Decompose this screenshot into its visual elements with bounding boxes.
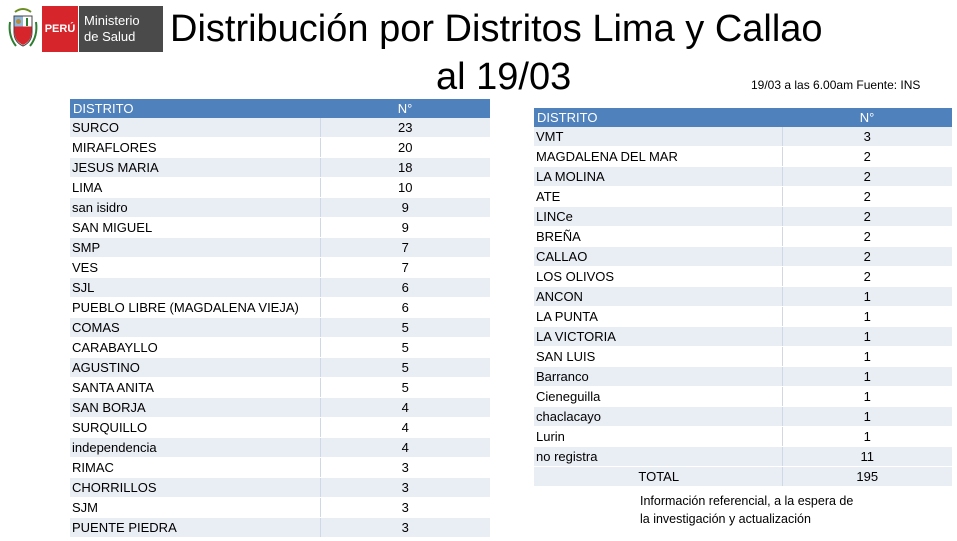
table-row — [534, 307, 952, 327]
district-name: CALLAO — [534, 247, 782, 267]
table-row — [70, 518, 490, 538]
case-count: 4 — [320, 398, 490, 418]
peru-coat-of-arms-icon — [6, 6, 40, 52]
reference-note-line2: la investigación y actualización — [640, 512, 811, 526]
case-count: 1 — [782, 367, 952, 387]
table-row — [70, 138, 490, 158]
table-row — [70, 318, 490, 338]
table-row — [70, 298, 490, 318]
table-row — [70, 478, 490, 498]
case-count: 4 — [320, 418, 490, 438]
district-name: LA MOLINA — [534, 167, 782, 187]
district-name: CARABAYLLO — [70, 338, 320, 358]
case-count: 11 — [782, 447, 952, 467]
case-count: 3 — [320, 478, 490, 498]
case-count: 1 — [782, 427, 952, 447]
table-row — [534, 347, 952, 367]
table-row — [70, 278, 490, 298]
left-district-table — [70, 99, 490, 538]
case-count: 20 — [320, 138, 490, 158]
case-count: 5 — [320, 358, 490, 378]
district-name: Lurin — [534, 427, 782, 447]
case-count: 10 — [320, 178, 490, 198]
reference-note — [640, 492, 920, 528]
case-count: 2 — [782, 227, 952, 247]
district-name: COMAS — [70, 318, 320, 338]
case-count: 9 — [320, 198, 490, 218]
table-row — [70, 418, 490, 438]
column-header-district: DISTRITO — [534, 108, 782, 127]
case-count: 5 — [320, 318, 490, 338]
district-name: SAN LUIS — [534, 347, 782, 367]
case-count: 7 — [320, 238, 490, 258]
table-row — [534, 287, 952, 307]
district-name: JESUS MARIA — [70, 158, 320, 178]
table-row — [70, 338, 490, 358]
ministerio-line1: Ministerio — [84, 13, 140, 28]
table-header-row — [70, 99, 490, 118]
district-name: ANCON — [534, 287, 782, 307]
district-name: VMT — [534, 127, 782, 147]
case-count: 1 — [782, 347, 952, 367]
table-row — [70, 458, 490, 478]
district-name: SURQUILLO — [70, 418, 320, 438]
case-count: 7 — [320, 258, 490, 278]
district-name: Cieneguilla — [534, 387, 782, 407]
district-name: LIMA — [70, 178, 320, 198]
district-name: Barranco — [534, 367, 782, 387]
case-count: 1 — [782, 407, 952, 427]
district-name: san isidro — [70, 198, 320, 218]
district-name: VES — [70, 258, 320, 278]
case-count: 1 — [782, 287, 952, 307]
case-count: 3 — [320, 518, 490, 538]
table-row — [70, 438, 490, 458]
case-count: 2 — [782, 267, 952, 287]
peru-label: PERÚ — [42, 6, 78, 52]
case-count: 9 — [320, 218, 490, 238]
table-row — [534, 247, 952, 267]
case-count: 4 — [320, 438, 490, 458]
table-row — [70, 398, 490, 418]
source-note: 19/03 a las 6.00am Fuente: INS — [751, 78, 921, 92]
case-count: 1 — [782, 387, 952, 407]
table-row — [534, 407, 952, 427]
case-count: 6 — [320, 278, 490, 298]
table-row — [70, 218, 490, 238]
table-row — [534, 427, 952, 447]
case-count: 2 — [782, 247, 952, 267]
table-header-row — [534, 108, 952, 127]
table-row — [534, 147, 952, 167]
district-name: CHORRILLOS — [70, 478, 320, 498]
column-header-n: N° — [782, 108, 952, 127]
case-count: 23 — [320, 118, 490, 138]
table-row — [534, 187, 952, 207]
district-name: LINCe — [534, 207, 782, 227]
district-name: MIRAFLORES — [70, 138, 320, 158]
table-row — [70, 198, 490, 218]
case-count: 3 — [320, 458, 490, 478]
case-count: 2 — [782, 207, 952, 227]
district-name: chaclacayo — [534, 407, 782, 427]
case-count: 1 — [782, 307, 952, 327]
district-name: SJM — [70, 498, 320, 518]
total-row — [534, 467, 952, 487]
page-title-date: al 19/03 — [436, 56, 572, 98]
ministerio-label — [79, 6, 163, 52]
table-row — [70, 258, 490, 278]
table-row — [534, 167, 952, 187]
ministerio-line2: de Salud — [84, 29, 136, 44]
column-header-n: N° — [320, 99, 490, 118]
district-name: LA PUNTA — [534, 307, 782, 327]
table-row — [534, 227, 952, 247]
district-name: LA VICTORIA — [534, 327, 782, 347]
table-row — [70, 158, 490, 178]
table-row — [534, 447, 952, 467]
table-row — [534, 267, 952, 287]
right-district-table — [534, 108, 952, 487]
table-row — [70, 238, 490, 258]
district-name: independencia — [70, 438, 320, 458]
table-row — [534, 127, 952, 147]
total-value: 195 — [782, 467, 952, 487]
case-count: 1 — [782, 327, 952, 347]
case-count: 3 — [320, 498, 490, 518]
case-count: 3 — [782, 127, 952, 147]
district-name: AGUSTINO — [70, 358, 320, 378]
case-count: 5 — [320, 378, 490, 398]
reference-note-line1: Información referencial, a la espera de — [640, 494, 854, 508]
total-label: TOTAL — [534, 467, 782, 487]
table-row — [70, 178, 490, 198]
district-name: no registra — [534, 447, 782, 467]
table-row — [534, 327, 952, 347]
district-name: PUEBLO LIBRE (MAGDALENA VIEJA) — [70, 298, 320, 318]
case-count: 6 — [320, 298, 490, 318]
district-name: MAGDALENA DEL MAR — [534, 147, 782, 167]
table-row — [534, 367, 952, 387]
table-row — [70, 358, 490, 378]
table-row — [534, 207, 952, 227]
table-row — [70, 498, 490, 518]
ministry-logo — [6, 6, 163, 52]
district-name: SURCO — [70, 118, 320, 138]
district-name: LOS OLIVOS — [534, 267, 782, 287]
district-name: PUENTE PIEDRA — [70, 518, 320, 538]
district-name: SANTA ANITA — [70, 378, 320, 398]
district-name: SMP — [70, 238, 320, 258]
district-name: BREÑA — [534, 227, 782, 247]
page-title: Distribución por Distritos Lima y Callao — [170, 8, 823, 50]
district-name: RIMAC — [70, 458, 320, 478]
district-name: SAN MIGUEL — [70, 218, 320, 238]
district-name: SJL — [70, 278, 320, 298]
case-count: 18 — [320, 158, 490, 178]
case-count: 2 — [782, 167, 952, 187]
case-count: 2 — [782, 187, 952, 207]
table-row — [70, 118, 490, 138]
case-count: 5 — [320, 338, 490, 358]
table-row — [70, 378, 490, 398]
table-row — [534, 387, 952, 407]
column-header-district: DISTRITO — [70, 99, 320, 118]
district-name: ATE — [534, 187, 782, 207]
case-count: 2 — [782, 147, 952, 167]
district-name: SAN BORJA — [70, 398, 320, 418]
